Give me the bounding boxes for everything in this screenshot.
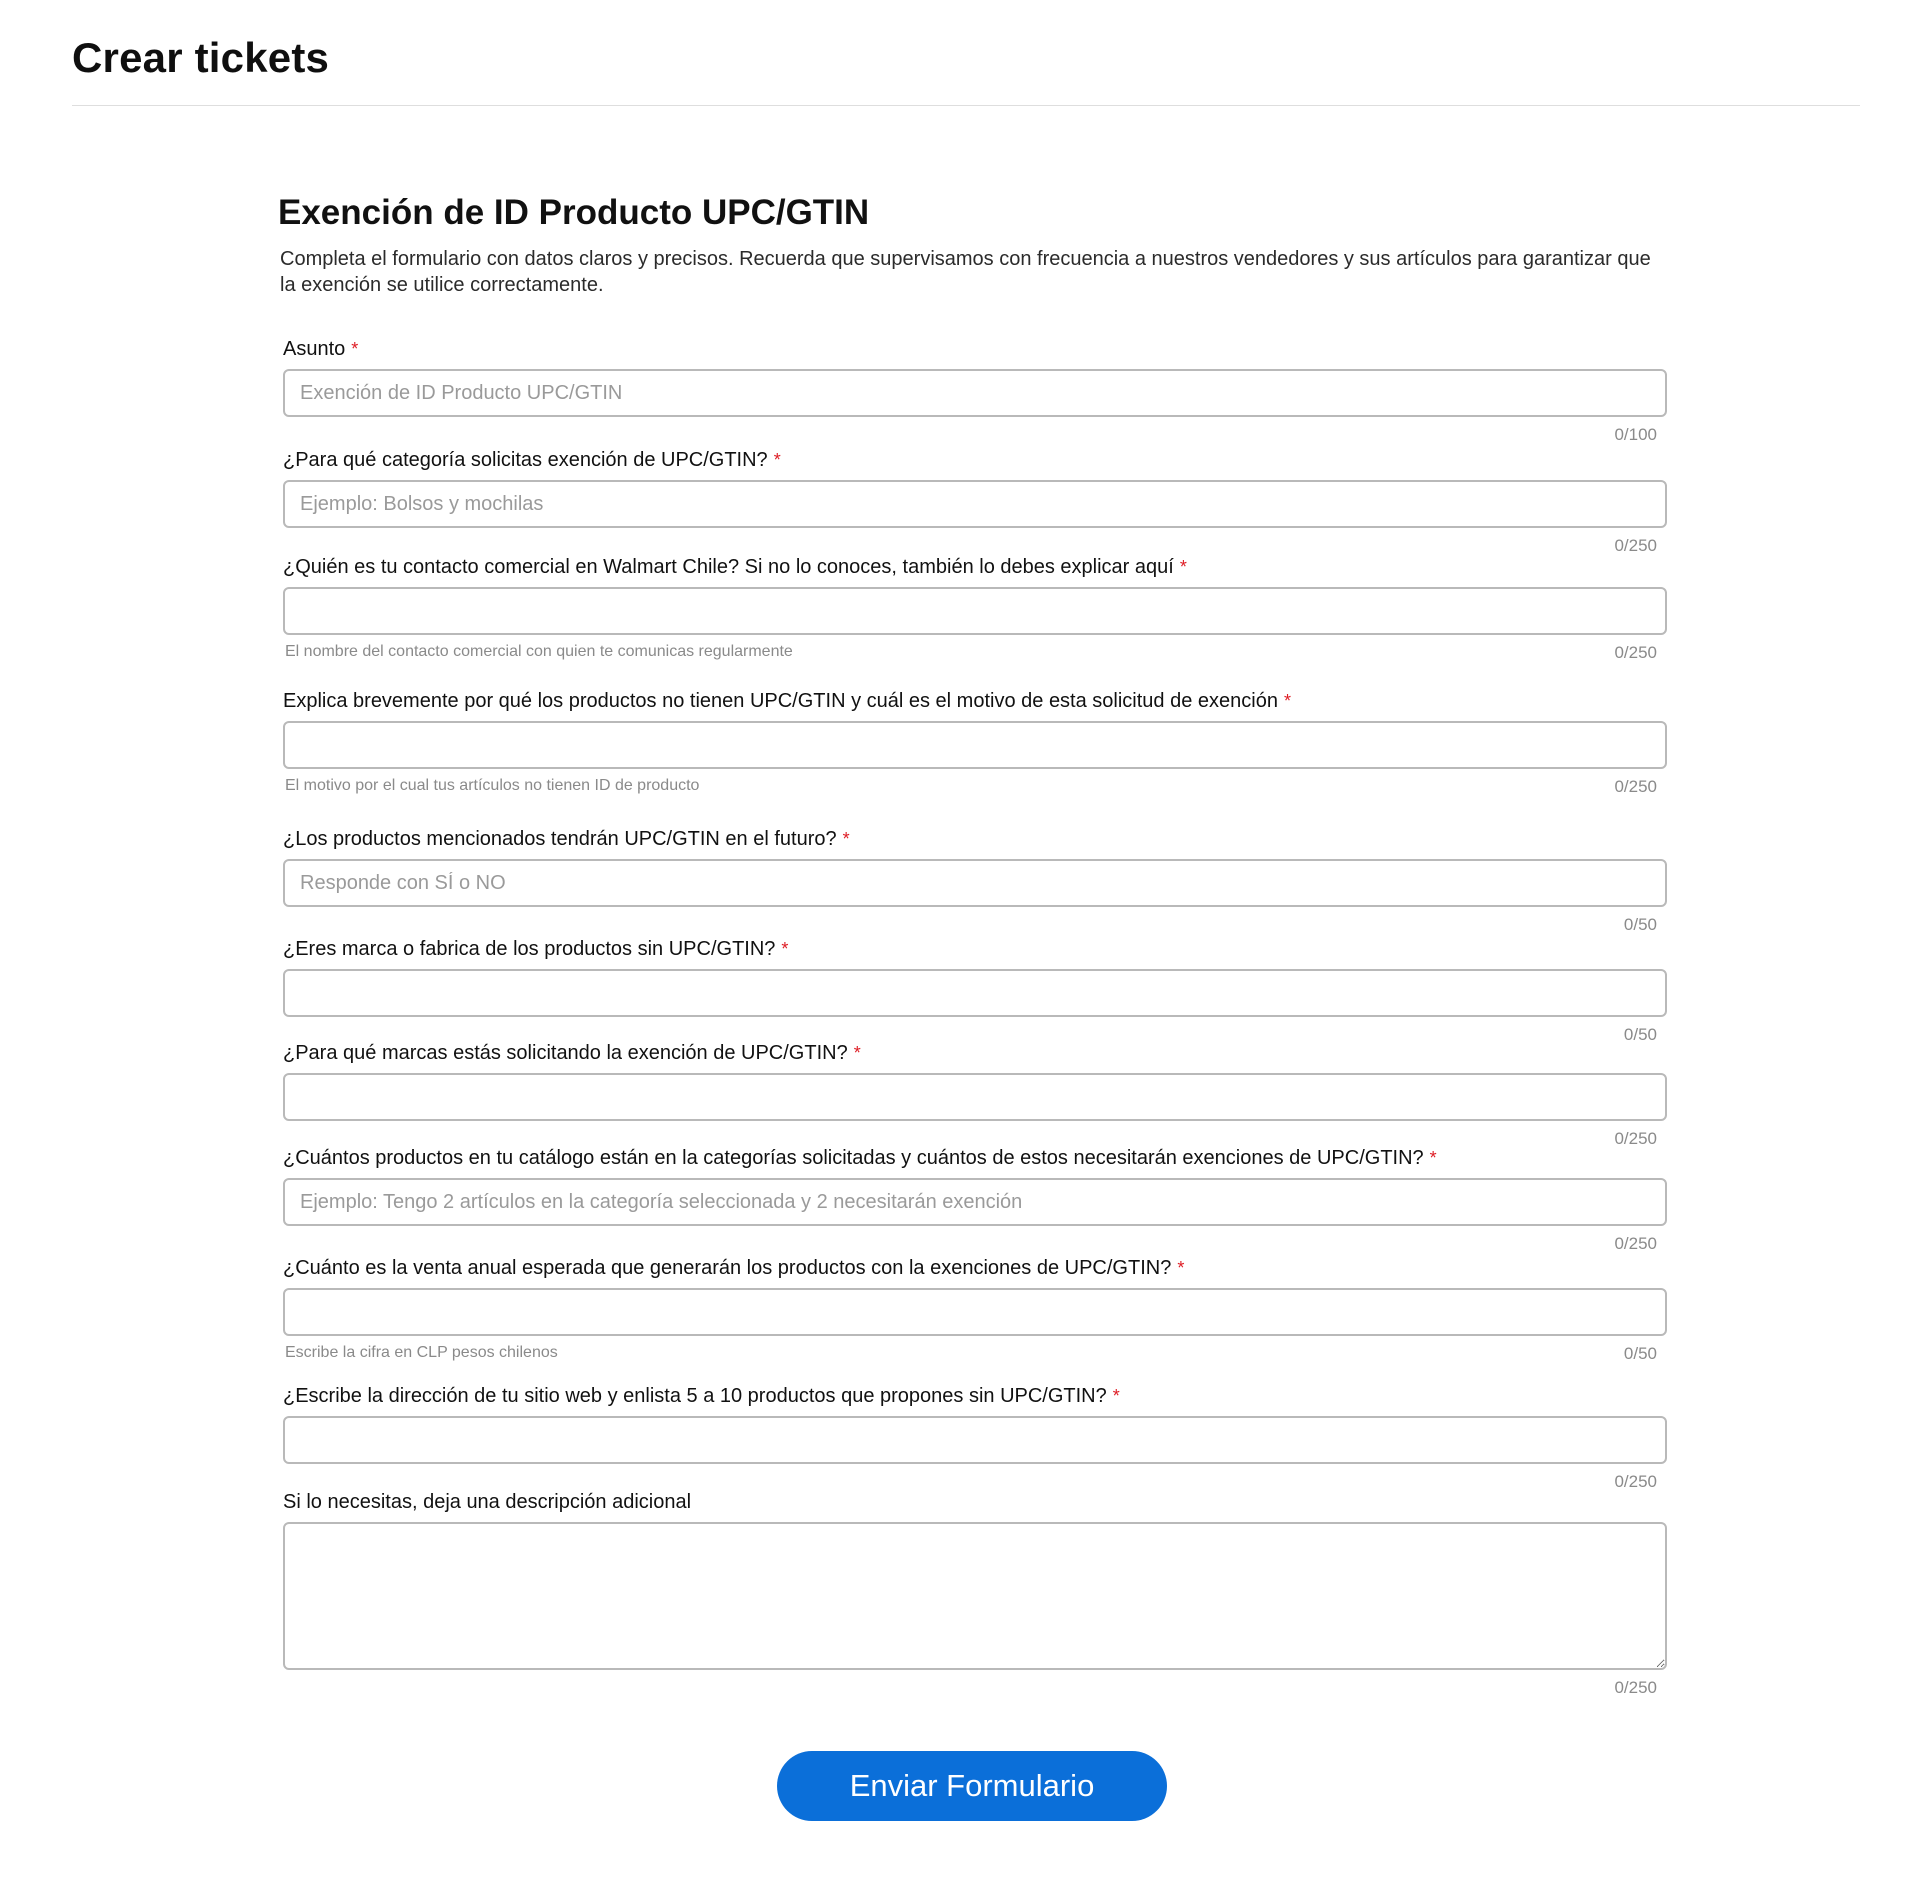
field-label-text: ¿Cuánto es la venta anual esperada que generarán los productos con la exenciones de UPC/GTIN? [283,1257,1172,1279]
field-annual-sales [283,1254,1667,1382]
char-counter: 0/250 [1614,1678,1657,1697]
field-label-text: ¿Para qué categoría solicitas exención de UPC/GTIN? [283,449,768,471]
char-counter: 0/50 [1623,1025,1657,1044]
product-count-input[interactable] [283,1178,1667,1226]
form-title: Exención de ID Producto UPC/GTIN [278,193,870,232]
required-mark: * [781,939,789,959]
additional-description-textarea[interactable] [283,1522,1667,1670]
field-product-count [283,1144,1667,1254]
field-label [283,825,1667,853]
form-description: Completa el formulario con datos claros y precisos. Recuerda que supervisamos con frecuencia a nuestros vendedores y sus artículos para garantizar que la exención se utilice correctamente. [280,248,1651,296]
required-mark: * [1429,1148,1437,1168]
field-brands [283,1039,1667,1148]
field-label-text: Si lo necesitas, deja una descripción adicional [283,1491,692,1513]
required-mark: * [853,1043,861,1063]
char-counter: 0/250 [1614,1234,1657,1253]
field-label-text: Explica brevemente por qué los productos no tienen UPC/GTIN y cuál es el motivo de esta solicitud de exención [283,690,1278,712]
field-label [283,1039,1667,1067]
char-counter: 0/250 [1614,1129,1657,1148]
field-meta [283,1336,1667,1366]
page-header [72,0,1860,106]
commercial-contact-input[interactable] [283,587,1667,635]
required-mark: * [1112,1386,1120,1406]
field-subject [283,335,1667,446]
field-meta [283,907,1667,937]
subject-input[interactable] [283,369,1667,417]
char-counter: 0/50 [1623,1344,1657,1363]
field-label-text: ¿Eres marca o fabrica de los productos sin UPC/GTIN? [283,938,776,960]
field-label [283,935,1667,963]
field-label [283,446,1667,474]
field-meta [283,635,1667,665]
char-counter: 0/250 [1614,777,1657,796]
field-label-text: ¿Cuántos productos en tu catálogo están en la categorías solicitadas y cuántos de estos necesitarán exenciones de UPC/GTIN? [283,1147,1424,1169]
reason-input[interactable] [283,721,1667,769]
field-label-text: ¿Los productos mencionados tendrán UPC/GTIN en el futuro? [283,828,837,850]
field-future-upc [283,825,1667,935]
helper-text: El motivo por el cual tus artículos no tienen ID de producto [285,777,700,794]
helper-text: Escribe la cifra en CLP pesos chilenos [285,1344,558,1361]
field-additional-description [283,1488,1667,1700]
field-meta [283,1670,1667,1700]
field-label [283,1254,1667,1282]
brand-or-factory-input[interactable] [283,969,1667,1017]
field-label [283,553,1667,581]
field-website [283,1382,1667,1491]
required-mark: * [351,339,359,359]
field-label-text: ¿Para qué marcas estás solicitando la exención de UPC/GTIN? [283,1042,848,1064]
future-upc-input[interactable] [283,859,1667,907]
field-meta [283,1226,1667,1256]
field-meta [283,769,1667,799]
brands-input[interactable] [283,1073,1667,1121]
field-label-text: ¿Quién es tu contacto comercial en Walmart Chile? Si no lo conoces, también lo debes explicar aquí [283,556,1174,578]
required-mark: * [1283,691,1291,711]
field-label-text: ¿Escribe la dirección de tu sitio web y enlista 5 a 10 productos que propones sin UPC/GTIN? [283,1385,1107,1407]
field-label [283,1488,1667,1516]
field-label-text: Asunto [283,338,346,360]
field-category [283,446,1667,553]
field-meta [283,417,1667,447]
required-mark: * [1179,557,1187,577]
field-brand-or-factory [283,935,1667,1044]
char-counter: 0/100 [1614,425,1657,444]
exemption-form [283,335,1667,1700]
field-commercial-contact [283,553,1667,687]
required-mark: * [842,829,850,849]
category-input[interactable] [283,480,1667,528]
website-input[interactable] [283,1416,1667,1464]
char-counter: 0/250 [1614,1472,1657,1491]
required-mark: * [1177,1258,1185,1278]
field-reason [283,687,1667,825]
submit-form-button[interactable]: Enviar Formulario [777,1751,1167,1821]
annual-sales-input[interactable] [283,1288,1667,1336]
helper-text: El nombre del contacto comercial con quien te comunicas regularmente [285,643,793,660]
field-label [283,1382,1667,1410]
char-counter: 0/250 [1614,536,1657,555]
required-mark: * [773,450,781,470]
field-label [283,687,1667,715]
form-intro [278,192,1673,298]
char-counter: 0/250 [1614,643,1657,662]
field-label [283,1144,1667,1172]
page-title: Crear tickets [72,34,330,81]
char-counter: 0/50 [1623,915,1657,934]
field-label [283,335,1667,363]
